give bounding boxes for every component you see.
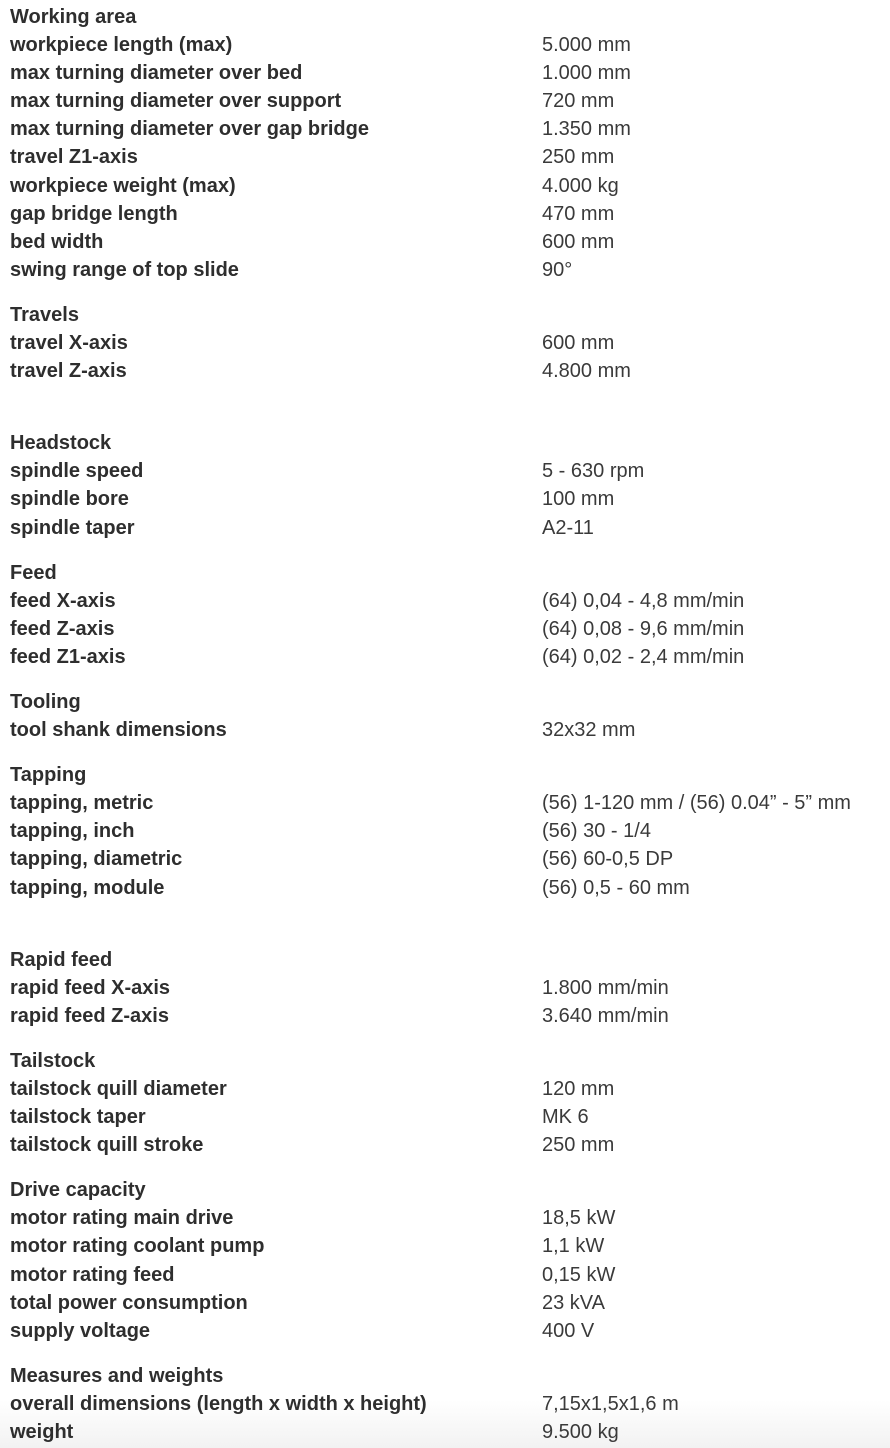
spec-row xyxy=(10,357,880,385)
spec-row xyxy=(10,1075,880,1103)
spec-row xyxy=(10,115,880,143)
spec-label: rapid feed X-axis xyxy=(10,976,171,999)
spec-row xyxy=(10,1261,880,1289)
spec-label: overall dimensions (length x width x height) xyxy=(10,1392,427,1415)
spec-value: (56) 0,5 - 60 mm xyxy=(542,876,690,899)
spec-row xyxy=(10,1103,880,1131)
spec-value: 250 mm xyxy=(542,146,615,169)
spec-value: 32x32 mm xyxy=(542,719,636,742)
spec-value: 1,1 kW xyxy=(542,1235,605,1258)
section-title: Tapping xyxy=(10,764,87,787)
spec-value: 470 mm xyxy=(542,202,615,225)
spec-row xyxy=(10,1002,880,1030)
spec-row xyxy=(10,615,880,643)
section-feed xyxy=(10,559,880,671)
spec-row xyxy=(10,1131,880,1159)
spec-row xyxy=(10,1232,880,1260)
section-rapid-feed xyxy=(10,946,880,1030)
spec-label: weight xyxy=(10,1421,74,1444)
section-tapping xyxy=(10,761,880,901)
spec-value: 720 mm xyxy=(542,90,615,113)
spec-row xyxy=(10,87,880,115)
spec-label: tapping, diametric xyxy=(10,848,183,871)
spec-value: (64) 0,04 - 4,8 mm/min xyxy=(542,589,745,612)
section-title: Measures and weights xyxy=(10,1364,224,1387)
spec-row xyxy=(10,1289,880,1317)
spec-value: 5.000 mm xyxy=(542,34,631,57)
section-working-area xyxy=(10,3,880,284)
spec-row xyxy=(10,485,880,513)
section-drive-capacity xyxy=(10,1176,880,1345)
spec-value: 1.000 mm xyxy=(542,62,631,85)
section-headstock xyxy=(10,429,880,541)
spec-value: 250 mm xyxy=(542,1134,615,1157)
spec-row xyxy=(10,514,880,542)
spec-label: spindle taper xyxy=(10,516,135,539)
spec-row xyxy=(10,1204,880,1232)
spec-label: tapping, inch xyxy=(10,820,135,843)
spec-label: swing range of top slide xyxy=(10,258,239,281)
section-title: Headstock xyxy=(10,432,112,455)
spec-label: supply voltage xyxy=(10,1319,151,1342)
spec-row xyxy=(10,817,880,845)
spec-label: motor rating main drive xyxy=(10,1207,234,1230)
spec-row xyxy=(10,31,880,59)
spec-row xyxy=(10,845,880,873)
spec-label: spindle bore xyxy=(10,488,129,511)
spec-value: 90° xyxy=(542,258,573,281)
spec-label: total power consumption xyxy=(10,1291,248,1314)
spec-label: bed width xyxy=(10,230,104,253)
spec-label: workpiece length (max) xyxy=(10,34,233,57)
spec-value: (64) 0,02 - 2,4 mm/min xyxy=(542,645,745,668)
spec-value: MK 6 xyxy=(542,1106,589,1129)
spec-label: max turning diameter over gap bridge xyxy=(10,118,369,141)
spec-label: travel Z-axis xyxy=(10,360,127,383)
spec-row xyxy=(10,1390,880,1418)
spec-label: spindle speed xyxy=(10,460,144,483)
spec-value: (56) 1-120 mm / (56) 0.04” - 5” mm xyxy=(542,792,851,815)
spec-row xyxy=(10,59,880,87)
section-tailstock xyxy=(10,1047,880,1159)
spec-value: 23 kVA xyxy=(542,1291,605,1314)
spec-row xyxy=(10,1418,880,1446)
spec-list xyxy=(10,3,880,1446)
spec-value: 100 mm xyxy=(542,488,615,511)
spec-value: A2-11 xyxy=(542,516,594,539)
spec-value: 0,15 kW xyxy=(542,1263,616,1286)
spec-row xyxy=(10,228,880,256)
spec-row xyxy=(10,329,880,357)
spec-row xyxy=(10,643,880,671)
spec-label: rapid feed Z-axis xyxy=(10,1004,169,1027)
spec-value: (64) 0,08 - 9,6 mm/min xyxy=(542,617,745,640)
section-title: Working area xyxy=(10,6,137,28)
spec-value: (56) 60-0,5 DP xyxy=(542,848,674,871)
spec-value: 1.350 mm xyxy=(542,118,631,141)
spec-label: tailstock taper xyxy=(10,1106,146,1129)
spec-row xyxy=(10,974,880,1002)
spec-value: (56) 30 - 1/4 xyxy=(542,820,651,843)
spec-value: 600 mm xyxy=(542,230,615,253)
spec-value: 600 mm xyxy=(542,332,615,355)
spec-value: 120 mm xyxy=(542,1078,615,1100)
spec-row xyxy=(10,457,880,485)
spec-label: max turning diameter over bed xyxy=(10,62,303,85)
section-measures-and-weights xyxy=(10,1362,880,1446)
spec-row xyxy=(10,172,880,200)
spec-value: 4.800 mm xyxy=(542,360,631,383)
spec-row xyxy=(10,789,880,817)
section-title: Drive capacity xyxy=(10,1179,146,1202)
section-title: Rapid feed xyxy=(10,948,113,971)
spec-value: 400 V xyxy=(542,1319,595,1342)
spec-value: 3.640 mm/min xyxy=(542,1004,669,1027)
spec-row xyxy=(10,143,880,171)
section-travels xyxy=(10,301,880,385)
spec-value: 4.000 kg xyxy=(542,174,619,197)
section-title: Travels xyxy=(10,303,79,326)
section-title: Tailstock xyxy=(10,1049,96,1072)
spec-row xyxy=(10,1317,880,1345)
spec-row xyxy=(10,874,880,902)
spec-label: tapping, module xyxy=(10,876,165,899)
spec-value: 7,15x1,5x1,6 m xyxy=(542,1392,679,1415)
spec-label: max turning diameter over support xyxy=(10,90,342,113)
spec-label: tapping, metric xyxy=(10,792,154,815)
spec-label: motor rating feed xyxy=(10,1263,175,1286)
spec-label: feed X-axis xyxy=(10,589,116,612)
spec-label: motor rating coolant pump xyxy=(10,1235,265,1258)
spec-value: 18,5 kW xyxy=(542,1207,616,1230)
spec-row xyxy=(10,716,880,744)
spec-value: 9.500 kg xyxy=(542,1421,619,1444)
spec-value: 5 - 630 rpm xyxy=(542,460,645,483)
spec-label: tailstock quill stroke xyxy=(10,1134,204,1157)
section-title: Tooling xyxy=(10,690,81,713)
spec-row xyxy=(10,587,880,615)
spec-value: 1.800 mm/min xyxy=(542,976,669,999)
spec-row xyxy=(10,200,880,228)
section-title: Feed xyxy=(10,561,57,584)
spec-label: workpiece weight (max) xyxy=(10,174,236,197)
spec-label: travel X-axis xyxy=(10,332,128,355)
spec-row xyxy=(10,256,880,284)
spec-label: feed Z1-axis xyxy=(10,645,126,668)
spec-label: tool shank dimensions xyxy=(10,719,227,742)
section-tooling xyxy=(10,688,880,744)
spec-label: feed Z-axis xyxy=(10,617,115,640)
spec-label: tailstock quill diameter xyxy=(10,1078,227,1100)
spec-label: gap bridge length xyxy=(10,202,178,225)
spec-label: travel Z1-axis xyxy=(10,146,138,169)
